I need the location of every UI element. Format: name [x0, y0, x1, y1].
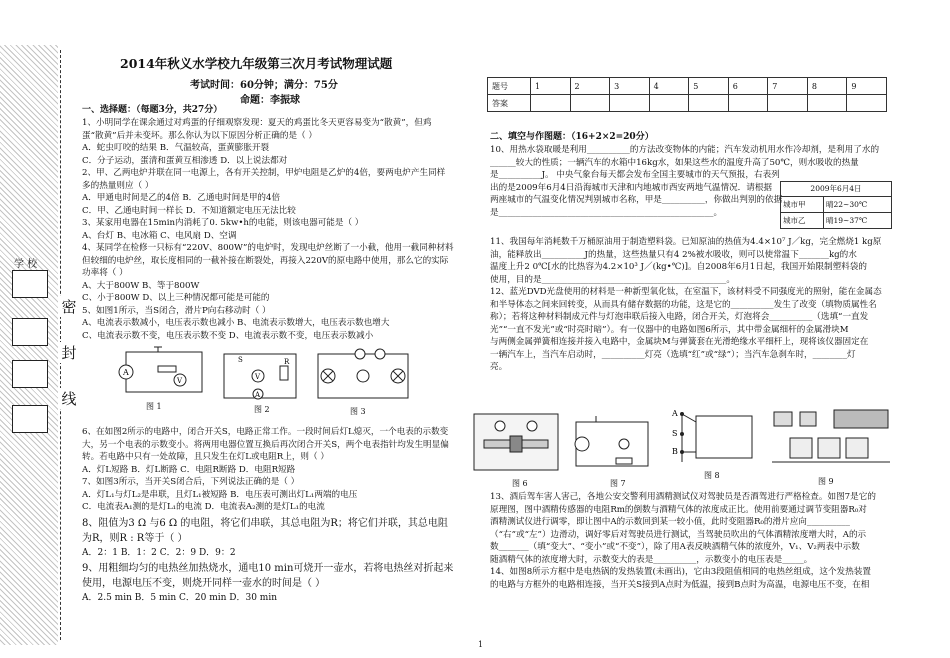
text-line: 但较细的电炉丝，取长度相同的一截补接在断裂处，再接入220V的原电路中使用，那么它的实际	[82, 255, 449, 266]
number-box[interactable]	[12, 405, 48, 433]
text-line: 称）；若将这种材料制成元件与灯泡串联后接入电路，闭合开关，灯泡将会__________（选填“一直发	[490, 312, 869, 322]
text-line: 9、用粗细均匀的电热丝加热烧水，通电10 min可烧开一壶水，若将电热丝对折起来	[82, 563, 454, 574]
name-box[interactable]	[12, 360, 48, 388]
figure-9	[770, 402, 894, 472]
exam-title: 2014年秋义水学校九年级第三次月考试物理试题	[120, 56, 393, 71]
svg-text:A: A	[672, 409, 678, 418]
text-line: 蛋“散黄”后并未变坏。那么你认为以下原因分析正确的是（ ）	[82, 130, 317, 141]
text-line: 使用，电源电压不变，则烧开同样一壶水的时间是（ ）	[82, 578, 326, 589]
text-line: 随酒精气体的浓度增大时，示数变大的表是__________，示数变小的电压表是_____。	[490, 554, 813, 565]
text-line: 和半导体态之间来回转变，从而具有储存数据的功能，这是它的__________发生了改变（填物质属性名	[490, 299, 877, 310]
figure-3-caption: 图 3	[350, 407, 366, 416]
figure-6-caption: 图 6	[512, 479, 528, 488]
figure-7-caption: 图 7	[610, 479, 626, 488]
text-line: 出的是2009年6月4日沿海城市天津和内地城市西安两地气温情况．请根据	[490, 182, 773, 193]
score-cell-num: 3	[610, 78, 650, 95]
text-line: 温度上升2 0℃[水的比热容为4.2×10³ J／(kg•℃)]。自2008年6月1日起，我国开始限制塑料袋的	[490, 262, 867, 272]
text-line: 14、如图8所示方框中是电热锅的发热装置(未画出)，它由3段阻值相同的电热丝组成，这个发热装置	[490, 567, 871, 577]
exam-author: 命题：李振球	[240, 95, 300, 106]
answer-cell[interactable]	[728, 95, 768, 112]
text-line: 大，另一个电表的示数变小。将两用电器位置互换后再次闭合开关S，两个电表指针均发生明显偏	[82, 439, 449, 450]
svg-text:R: R	[284, 358, 290, 366]
exam-time-score: 考试时间：60分钟；满分：75分	[190, 80, 338, 91]
section-1-heading: 一、选择题：（每题3分，共27分）	[82, 105, 223, 115]
text-line: 功率将（ ）	[82, 268, 128, 278]
text-line: 1、小明同学在课余通过对鸡蛋的仔细观察发现：夏天的鸡蛋比冬天更容易变为“散黄”，但鸡	[82, 118, 432, 128]
text-line: A．灯L₁与灯L₂是串联，且灯L₁被短路 B．电压表可测出灯L₁两端的电压	[82, 489, 358, 500]
class-box[interactable]	[12, 318, 48, 346]
svg-text:V: V	[255, 373, 261, 381]
text-line: 转。若电路中只有一处故障，且只发生在灯L或电阻R上，则（ ）	[82, 452, 329, 462]
figure-2	[218, 348, 302, 404]
figure-6	[470, 410, 562, 476]
text-line: 一辆汽车上，当汽车启动时，__________灯亮（选填“红”或“绿”）；当汽车急刹车时，________灯	[490, 349, 856, 360]
score-table-header: 题号	[488, 78, 531, 95]
text-line: 8、阻值为3 Ω 与6 Ω 的电阻，将它们串联，其总电阻为R；将它们并联，其总电阻	[82, 518, 448, 529]
weather-table	[780, 181, 892, 229]
score-cell-num: 2	[570, 78, 610, 95]
text-line: 10、用热水袋取暖是利用__________的方法改变物体的内能；汽车发动机用水作冷却剂，是利用了水的	[490, 145, 880, 155]
text-line: 数_______（填“变大”、“变小”或“不变”），除了用A表反映酒精气体的浓度外，V₁、V₂两表中示数	[490, 542, 860, 552]
figure-3	[310, 346, 416, 406]
weather-value-b: 晴19~37℃	[826, 216, 868, 225]
left-questions	[82, 117, 454, 342]
page-number: 1	[478, 640, 484, 649]
text-line: 2、甲、乙两电炉并联在同一电源上，各有开关控制，甲炉电阻是乙炉的4倍，要两电炉产生同样	[82, 168, 446, 178]
text-line: 亮。	[490, 362, 508, 372]
text-line: C．电流表A₁测的是灯L₁的电流 D．电流表A₂测的是灯L₁的电流	[82, 502, 325, 512]
text-line: 两座城市的气温变化情况判别城市名称，甲是__________，你做出判别的依据	[490, 195, 783, 205]
answer-cell[interactable]	[610, 95, 650, 112]
score-cell-num: 4	[649, 78, 689, 95]
svg-text:B: B	[672, 447, 678, 456]
text-line: 原理图，图中酒精传感器的电阻Rm的倒数与酒精气体的浓度成正比。使用前要通过调节变阻器R₀对	[490, 504, 867, 515]
text-line: 光”“一直不发光”或“时亮时暗”）。有一仪器中的电路如图6所示，其中带金属细杆的金属滑块M	[490, 324, 849, 335]
svg-text:A: A	[255, 391, 261, 399]
text-line: C、小于800W D、以上三种情况都可能是可能的	[82, 293, 270, 303]
text-line: A．2.5 min B．5 min C．20 min D．30 min	[82, 593, 278, 603]
left-questions-2	[82, 426, 449, 514]
figure-1	[118, 344, 210, 406]
answer-row-label: 答案	[488, 95, 531, 112]
answer-cell[interactable]	[531, 95, 571, 112]
answer-cell[interactable]	[570, 95, 610, 112]
figure-2-caption: 图 2	[254, 405, 270, 414]
text-line: C、电流表示数不变，电压表示数不变 D、电流表示数不变，电压表示数减小	[82, 330, 374, 341]
text-line: 使用，目的是___________________________________________。	[490, 274, 735, 285]
text-line: A．蛇虫叮咬的结果 B．气温较高，蛋黄膨胀开裂	[82, 143, 270, 153]
text-line: （“右”或“左”）边滑动，调好零后对驾驶员进行测试，当驾驶员吹出的气体酒精浓度增大时，A的示	[490, 529, 867, 540]
text-line: C．分子运动，蛋清和蛋黄互相渗透 D．以上说法都对	[82, 155, 288, 166]
score-table	[487, 77, 887, 112]
figure-8-caption: 图 8	[704, 471, 720, 480]
weather-date: 2009年6月4日	[781, 182, 891, 197]
figure-9-caption: 图 9	[818, 477, 834, 486]
text-line: A．灯L短路 B．灯L断路 C．电阻R断路 D．电阻R短路	[82, 464, 296, 475]
seal-char-feng: 封	[58, 342, 80, 363]
figure-1-caption: 图 1	[146, 402, 162, 411]
seal-char-mi: 密	[58, 296, 80, 317]
text-line: 为R，则R : R等于（ ）	[82, 533, 188, 544]
figure-8	[660, 402, 760, 468]
questions-11-12	[490, 236, 882, 374]
text-line: 11、我国每年消耗数千万桶原油用于制造塑料袋。已知原油的热值为4.4×10⁷ J／kg，完全燃烧1 kg原	[490, 237, 882, 247]
answer-cell[interactable]	[807, 95, 847, 112]
section-2-heading: 二、填空与作图题：（16+2×2=20分）	[490, 132, 654, 142]
text-line: 的电路与方框外的电路相连接，当开关S接到A点时为低温，接到B点时为高温，电源电压不变，在相	[490, 579, 870, 590]
text-line: 3、某家用电器在15min内消耗了0. 5kw•h的电能，则该电器可能是（ ）	[82, 218, 364, 228]
score-cell-num: 6	[728, 78, 768, 95]
answer-cell[interactable]	[649, 95, 689, 112]
questions-13-14	[490, 491, 876, 591]
text-line: 是__________J。 中央气象台每天都会发布全国主要城市的天气预报，右表列	[490, 170, 780, 180]
text-line: A、大于800W B、等于800W	[82, 280, 200, 291]
score-cell-num: 7	[768, 78, 808, 95]
text-line: A、电流表示数减小，电压表示数也减小 B、电流表示数增大，电压表示数也增大	[82, 318, 390, 328]
text-line: 12、蓝光DVD光盘使用的材料是一种新型氧化钛，在室温下，该材料受不同强度光的照射，能在金属态	[490, 287, 882, 297]
text-line: 4、某同学在检修一只标有“220V、800W”的电炉时，发现电炉丝断了一小截，他用一截同种材料	[82, 243, 454, 253]
text-line: 13、酒后驾车害人害己，各地公安交警利用酒精测试仪对驾驶员是否酒驾进行严格检查。如图7是它的	[490, 492, 876, 502]
seal-char-xian: 线	[58, 388, 80, 409]
answer-cell[interactable]	[689, 95, 729, 112]
score-cell-num: 8	[807, 78, 847, 95]
text-line: 酒精测试仪进行调零，即让图中A的示数回到某一较小值，此时变阻器R₀的滑片应向__________	[490, 517, 850, 527]
weather-city-b: 城市乙	[781, 213, 824, 228]
school-box[interactable]	[12, 270, 48, 298]
text-line: C．甲、乙通电时间一样长 D．不知道额定电压无法比较	[82, 205, 296, 216]
score-cell-num: 9	[847, 78, 887, 95]
weather-city-a: 城市甲	[781, 197, 824, 212]
svg-text:S: S	[672, 429, 678, 438]
text-line: A、台灯 B、电冰箱 C、电风扇 D、空调	[82, 230, 237, 241]
text-line: A．2：1 B．1：2 C．2：9 D．9：2	[82, 548, 236, 558]
text-line: 7、如图3所示，当开关S闭合后，下列说法正确的是（ ）	[82, 477, 300, 487]
text-line: 是__________________________________________________。	[490, 207, 723, 218]
weather-value-a: 晴22~30℃	[826, 200, 868, 209]
answer-cell[interactable]	[847, 95, 887, 112]
text-line: 油，能释放出__________J的热量，这些热量只有4 2%被水吸收，则可以使常温下_______kg的水	[490, 249, 857, 260]
text-line: A．甲通电时间是乙的4倍 B．乙通电时间是甲的4倍	[82, 193, 281, 203]
score-cell-num: 5	[689, 78, 729, 95]
score-cell-num: 1	[531, 78, 571, 95]
text-line: 6、在如图2所示的电路中，闭合开关S，电路正常工作。一段时间后灯L熄灭，一个电表的示数变	[82, 427, 449, 437]
figure-7	[566, 414, 656, 474]
text-line: ______较大的性质；一辆汽车的水箱中16kg水，如果这些水的温度升高了50℃，则水吸收的热量	[490, 157, 859, 168]
answer-cell[interactable]	[768, 95, 808, 112]
text-line: 5、如图1所示，当S闭合，滑片P向右移动时（ ）	[82, 305, 271, 316]
svg-text:A: A	[123, 368, 129, 377]
school-label: 学 校	[14, 259, 38, 270]
svg-text:V: V	[177, 377, 183, 385]
question-8	[82, 516, 453, 606]
text-line: 多的热量则应（ ）	[82, 180, 154, 191]
text-line: 与两侧金属弹簧相连接并接入电路中，金属块M与弹簧套在光滑绝缘水平细杆上，现将该仪器固定在	[490, 337, 869, 347]
svg-text:S: S	[238, 356, 243, 364]
